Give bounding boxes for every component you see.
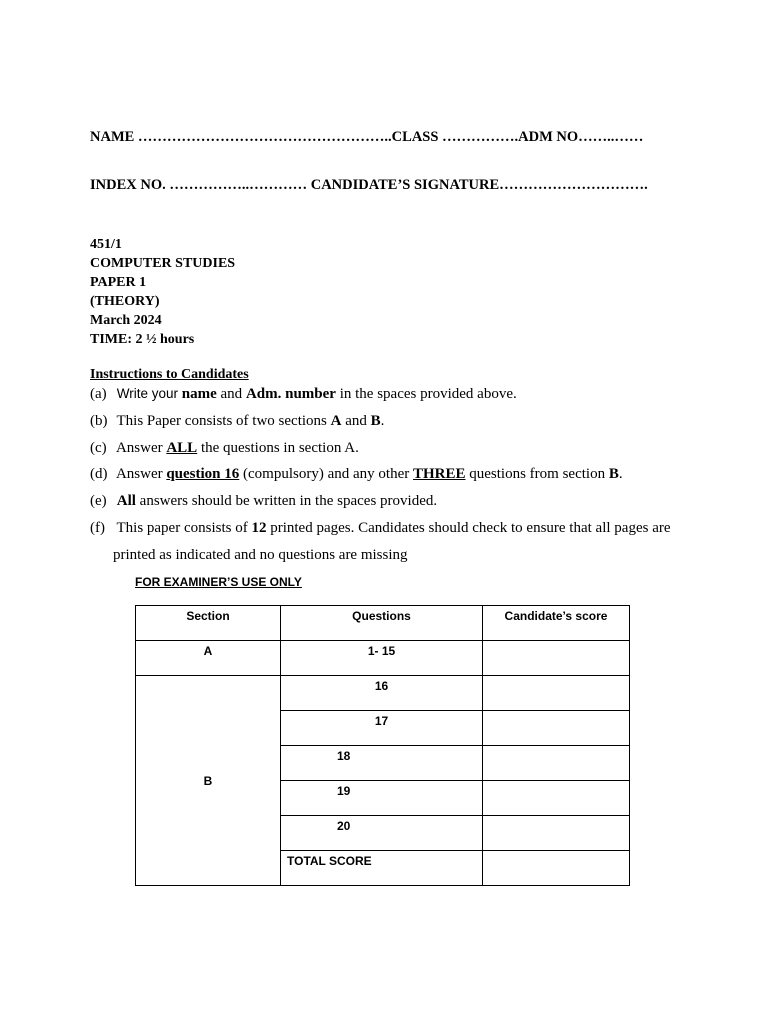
exam-time: TIME: 2 ½ hours xyxy=(90,332,195,347)
score-cell[interactable] xyxy=(483,816,630,851)
instruction-f: (f) This paper consists of 12 printed pages. Candidates should check to ensure that all pages are xyxy=(90,520,671,536)
question-cell: 17 xyxy=(281,711,483,746)
instructions-title: Instructions to Candidates xyxy=(90,367,249,382)
exam-date: March 2024 xyxy=(90,313,162,328)
instruction-b: (b) This Paper consists of two sections A and B. xyxy=(90,413,385,429)
subject: COMPUTER STUDIES xyxy=(90,256,236,271)
score-cell[interactable] xyxy=(483,711,630,746)
header-questions: Questions xyxy=(281,606,483,641)
table-header-row xyxy=(136,606,630,641)
instruction-f-continued: printed as indicated and no questions are missing xyxy=(113,547,408,563)
question-cell: 18 xyxy=(281,746,483,781)
instruction-e: (e) All answers should be written in the spaces provided. xyxy=(90,493,438,509)
name-class-adm-line: NAME ……………………………………………..CLASS …………….ADM NO……..…… xyxy=(90,129,644,145)
section-a-questions: 1- 15 xyxy=(281,641,483,676)
header-section: Section xyxy=(136,606,281,641)
section-b-cell: B xyxy=(136,676,281,886)
paper-meta xyxy=(90,235,235,349)
score-cell[interactable] xyxy=(483,746,630,781)
header-score: Candidate’s score xyxy=(483,606,630,641)
index-signature-line: INDEX NO. ……………..………… CANDIDATE’S SIGNATURE…………………………. xyxy=(90,177,648,193)
question-cell: 19 xyxy=(281,781,483,816)
section-a-cell: A xyxy=(136,641,281,676)
question-cell: 16 xyxy=(281,676,483,711)
examiner-title: FOR EXAMINER’S USE ONLY xyxy=(135,575,302,589)
score-cell[interactable] xyxy=(483,676,630,711)
paper-code: 451/1 xyxy=(90,237,122,252)
total-score-cell[interactable] xyxy=(483,851,630,886)
instruction-d: (d) Answer question 16 (compulsory) and any other THREE questions from section B. xyxy=(90,466,623,482)
score-cell[interactable] xyxy=(483,641,630,676)
instruction-c: (c) Answer ALL the questions in section A. xyxy=(90,440,359,456)
score-table xyxy=(135,605,630,886)
score-cell[interactable] xyxy=(483,781,630,816)
table-row xyxy=(136,641,630,676)
total-score-label: TOTAL SCORE xyxy=(281,851,483,886)
question-cell: 20 xyxy=(281,816,483,851)
paper-type: (THEORY) xyxy=(90,294,160,309)
paper-number: PAPER 1 xyxy=(90,275,147,290)
instruction-a: (a) Write your name and Adm. number in the spaces provided above. xyxy=(90,386,517,402)
table-row xyxy=(136,676,630,711)
